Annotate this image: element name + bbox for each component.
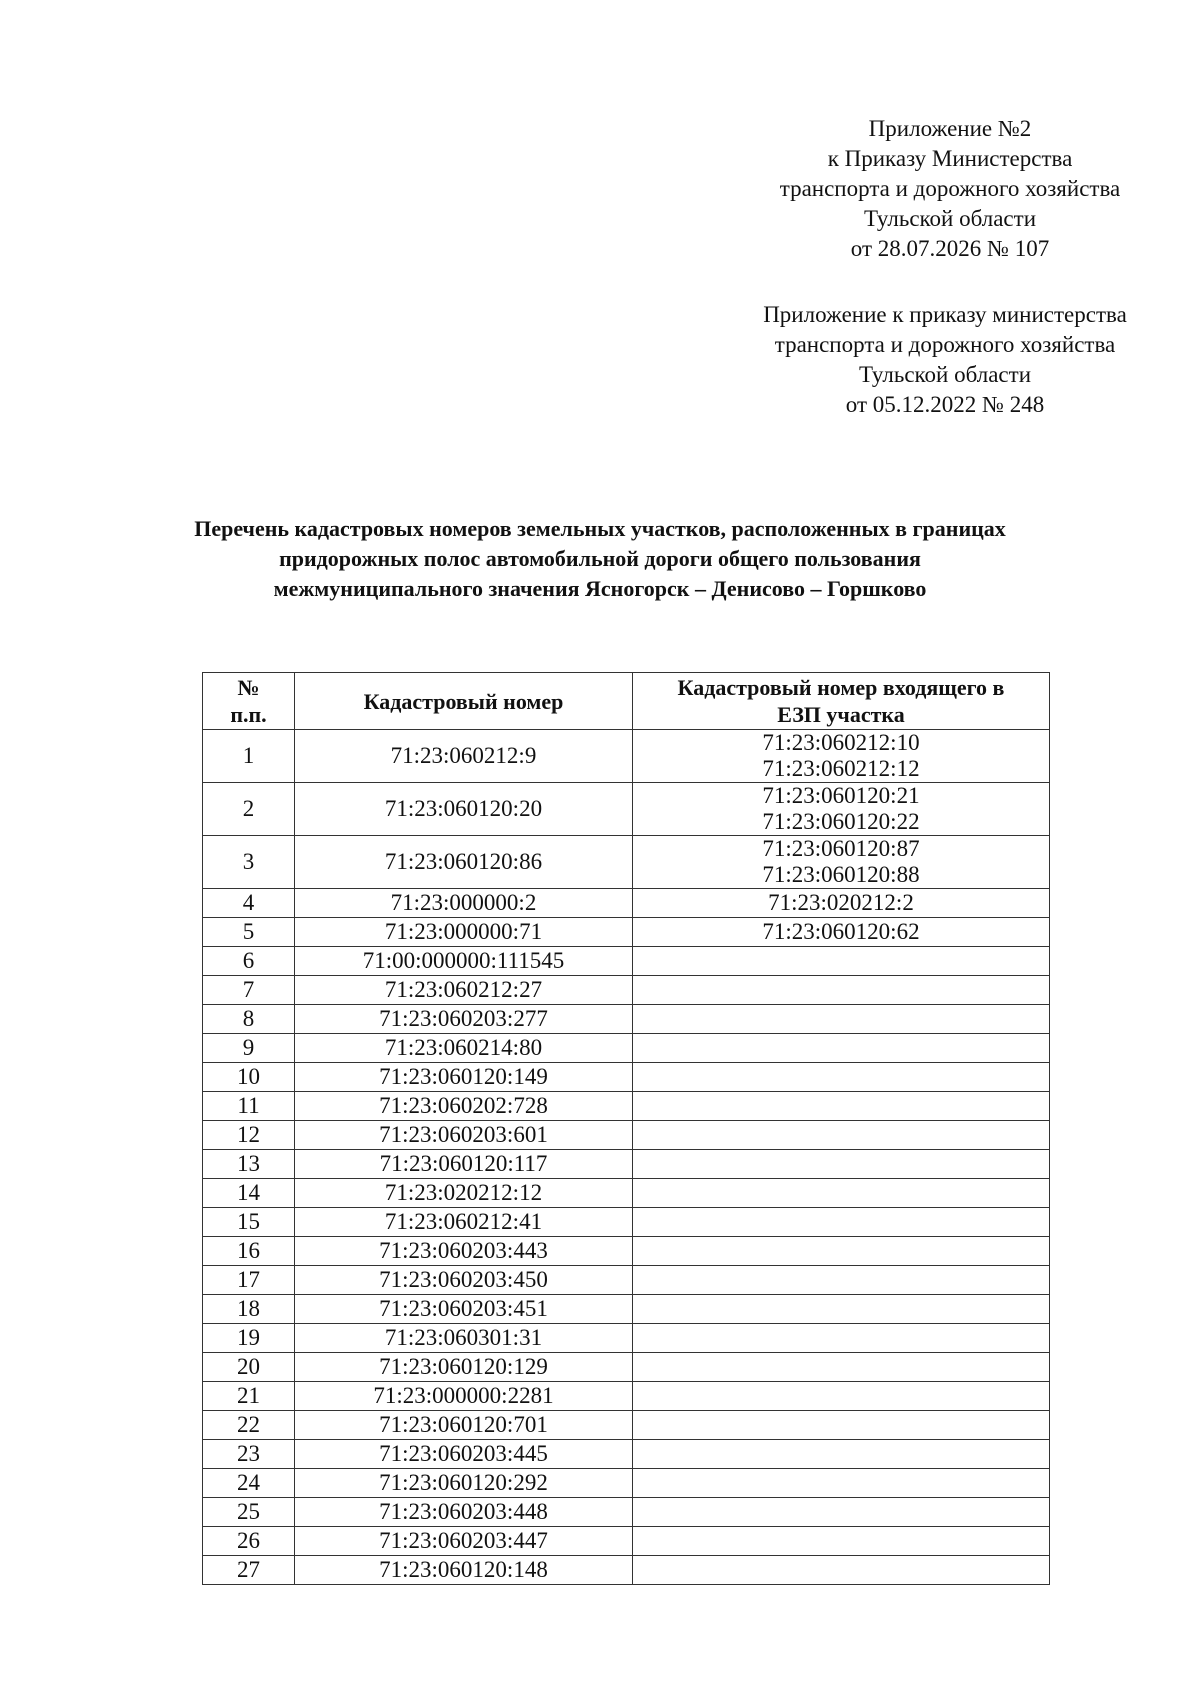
row-number: 18 xyxy=(203,1295,295,1324)
row-number: 5 xyxy=(203,918,295,947)
cadastral-number: 71:23:060214:80 xyxy=(295,1034,633,1063)
row-number: 19 xyxy=(203,1324,295,1353)
ezp-cadastral-number: 71:23:060120:22 xyxy=(762,809,920,834)
row-number: 27 xyxy=(203,1556,295,1585)
cadastral-number: 71:23:060120:701 xyxy=(295,1411,633,1440)
row-number: 1 xyxy=(203,730,295,783)
cadastral-number: 71:23:000000:71 xyxy=(295,918,633,947)
table-row xyxy=(203,1353,1050,1382)
ezp-cadastral-numbers xyxy=(633,1150,1050,1179)
row-number: 16 xyxy=(203,1237,295,1266)
table-row xyxy=(203,1411,1050,1440)
title-line: придорожных полос автомобильной дороги общего пользования xyxy=(279,546,921,571)
cadastral-number: 71:23:060203:451 xyxy=(295,1295,633,1324)
cadastral-number: 71:23:060203:448 xyxy=(295,1498,633,1527)
ezp-cadastral-numbers xyxy=(633,918,1050,947)
ezp-cadastral-numbers xyxy=(633,1324,1050,1353)
header-line: Тульской области xyxy=(858,362,1032,387)
header-ezp xyxy=(633,673,1050,730)
header-ezp-line: ЕЗП участка xyxy=(777,702,905,727)
row-number: 9 xyxy=(203,1034,295,1063)
row-number: 15 xyxy=(203,1208,295,1237)
row-number: 13 xyxy=(203,1150,295,1179)
row-number: 14 xyxy=(203,1179,295,1208)
row-number: 23 xyxy=(203,1440,295,1469)
ezp-cadastral-number: 71:23:060120:21 xyxy=(762,783,920,808)
cadastral-number: 71:23:020212:12 xyxy=(295,1179,633,1208)
cadastral-number: 71:23:060120:149 xyxy=(295,1063,633,1092)
cadastral-number: 71:23:060301:31 xyxy=(295,1324,633,1353)
ezp-cadastral-numbers xyxy=(633,836,1050,889)
cadastral-number: 71:23:060202:728 xyxy=(295,1092,633,1121)
cadastral-number: 71:23:060203:601 xyxy=(295,1121,633,1150)
ezp-cadastral-numbers xyxy=(633,947,1050,976)
ezp-cadastral-number: 71:23:020212:2 xyxy=(768,890,914,915)
table-row xyxy=(203,1556,1050,1585)
row-number: 11 xyxy=(203,1092,295,1121)
header-cadastral xyxy=(295,673,633,730)
table-row xyxy=(203,1498,1050,1527)
table-row xyxy=(203,889,1050,918)
ezp-cadastral-numbers xyxy=(633,1266,1050,1295)
title-line: Перечень кадастровых номеров земельных участков, расположенных в границах xyxy=(194,516,1006,541)
table-row xyxy=(203,1063,1050,1092)
ezp-cadastral-numbers xyxy=(633,1411,1050,1440)
table-row xyxy=(203,976,1050,1005)
ezp-cadastral-numbers xyxy=(633,1092,1050,1121)
row-number: 7 xyxy=(203,976,295,1005)
cadastral-number: 71:00:000000:111545 xyxy=(295,947,633,976)
ezp-cadastral-numbers xyxy=(633,1208,1050,1237)
table-row xyxy=(203,730,1050,783)
row-number: 4 xyxy=(203,889,295,918)
row-number: 20 xyxy=(203,1353,295,1382)
row-number: 2 xyxy=(203,783,295,836)
table-body xyxy=(203,730,1050,1585)
ezp-cadastral-numbers xyxy=(633,1469,1050,1498)
header-line: транспорта и дорожного хозяйства xyxy=(779,176,1121,201)
table-row xyxy=(203,1005,1050,1034)
ezp-cadastral-number: 71:23:060212:10 xyxy=(762,730,920,755)
row-number: 25 xyxy=(203,1498,295,1527)
ezp-cadastral-numbers xyxy=(633,1121,1050,1150)
header-num xyxy=(203,673,295,730)
ezp-cadastral-numbers xyxy=(633,730,1050,783)
row-number: 8 xyxy=(203,1005,295,1034)
cadastral-number: 71:23:060203:447 xyxy=(295,1527,633,1556)
row-number: 26 xyxy=(203,1527,295,1556)
header-ezp-line: Кадастровый номер входящего в xyxy=(677,675,1005,700)
table-row xyxy=(203,1034,1050,1063)
ezp-cadastral-numbers xyxy=(633,889,1050,918)
table-row xyxy=(203,1440,1050,1469)
cadastral-number: 71:23:060120:86 xyxy=(295,836,633,889)
table-row xyxy=(203,1208,1050,1237)
ezp-cadastral-numbers xyxy=(633,1295,1050,1324)
cadastral-number: 71:23:000000:2281 xyxy=(295,1382,633,1411)
ezp-cadastral-number: 71:23:060120:88 xyxy=(762,862,920,887)
table-row xyxy=(203,1324,1050,1353)
ezp-cadastral-numbers xyxy=(633,1063,1050,1092)
cadastral-table xyxy=(202,672,1050,1585)
ezp-cadastral-numbers xyxy=(633,976,1050,1005)
cadastral-number: 71:23:060212:9 xyxy=(295,730,633,783)
cadastral-number: 71:23:060212:27 xyxy=(295,976,633,1005)
ezp-cadastral-numbers xyxy=(633,783,1050,836)
cadastral-number: 71:23:060120:117 xyxy=(295,1150,633,1179)
header-num-line: п.п. xyxy=(230,702,267,727)
table-row xyxy=(203,1527,1050,1556)
header-line: транспорта и дорожного хозяйства xyxy=(774,332,1116,357)
header-cadastral-line: Кадастровый номер xyxy=(363,688,564,714)
row-number: 6 xyxy=(203,947,295,976)
table-row xyxy=(203,836,1050,889)
appendix-header-previous xyxy=(710,300,1180,420)
header-line: Приложение №2 xyxy=(868,116,1032,141)
ezp-cadastral-numbers xyxy=(633,1179,1050,1208)
row-number: 21 xyxy=(203,1382,295,1411)
row-number: 10 xyxy=(203,1063,295,1092)
table-row xyxy=(203,1179,1050,1208)
table-row xyxy=(203,783,1050,836)
table-row xyxy=(203,1382,1050,1411)
ezp-cadastral-numbers xyxy=(633,1034,1050,1063)
cadastral-number: 71:23:060120:148 xyxy=(295,1556,633,1585)
cadastral-number: 71:23:060120:129 xyxy=(295,1353,633,1382)
ezp-cadastral-numbers xyxy=(633,1005,1050,1034)
table-row xyxy=(203,947,1050,976)
table-header-row xyxy=(203,673,1050,730)
table-row xyxy=(203,1150,1050,1179)
row-number: 3 xyxy=(203,836,295,889)
ezp-cadastral-number: 71:23:060212:12 xyxy=(762,756,920,781)
ezp-cadastral-numbers xyxy=(633,1382,1050,1411)
header-num-line: № xyxy=(237,675,260,700)
table-row xyxy=(203,1121,1050,1150)
header-line: Тульской области xyxy=(863,206,1037,231)
cadastral-number: 71:23:060203:277 xyxy=(295,1005,633,1034)
table-row xyxy=(203,918,1050,947)
header-line: к Приказу Министерства xyxy=(827,146,1073,171)
header-line: от 05.12.2022 № 248 xyxy=(845,392,1045,417)
cadastral-number: 71:23:060120:20 xyxy=(295,783,633,836)
title-line: межмуниципального значения Ясногорск – Денисово – Горшково xyxy=(273,576,927,601)
table-row xyxy=(203,1092,1050,1121)
appendix-header-current xyxy=(730,114,1170,264)
cadastral-number: 71:23:060120:292 xyxy=(295,1469,633,1498)
row-number: 22 xyxy=(203,1411,295,1440)
table-row xyxy=(203,1266,1050,1295)
cadastral-number: 71:23:060203:443 xyxy=(295,1237,633,1266)
header-line: Приложение к приказу министерства xyxy=(763,302,1127,327)
cadastral-number: 71:23:060212:41 xyxy=(295,1208,633,1237)
table-row xyxy=(203,1295,1050,1324)
table-row xyxy=(203,1469,1050,1498)
row-number: 12 xyxy=(203,1121,295,1150)
ezp-cadastral-number: 71:23:060120:87 xyxy=(762,836,920,861)
header-line: от 28.07.2026 № 107 xyxy=(850,236,1050,261)
ezp-cadastral-numbers xyxy=(633,1353,1050,1382)
cadastral-number: 71:23:060203:450 xyxy=(295,1266,633,1295)
ezp-cadastral-numbers xyxy=(633,1440,1050,1469)
row-number: 24 xyxy=(203,1469,295,1498)
ezp-cadastral-numbers xyxy=(633,1556,1050,1585)
document-title xyxy=(100,514,1100,604)
table-row xyxy=(203,1237,1050,1266)
cadastral-number: 71:23:060203:445 xyxy=(295,1440,633,1469)
ezp-cadastral-numbers xyxy=(633,1527,1050,1556)
ezp-cadastral-numbers xyxy=(633,1237,1050,1266)
cadastral-number: 71:23:000000:2 xyxy=(295,889,633,918)
ezp-cadastral-number: 71:23:060120:62 xyxy=(762,919,920,944)
ezp-cadastral-numbers xyxy=(633,1498,1050,1527)
row-number: 17 xyxy=(203,1266,295,1295)
